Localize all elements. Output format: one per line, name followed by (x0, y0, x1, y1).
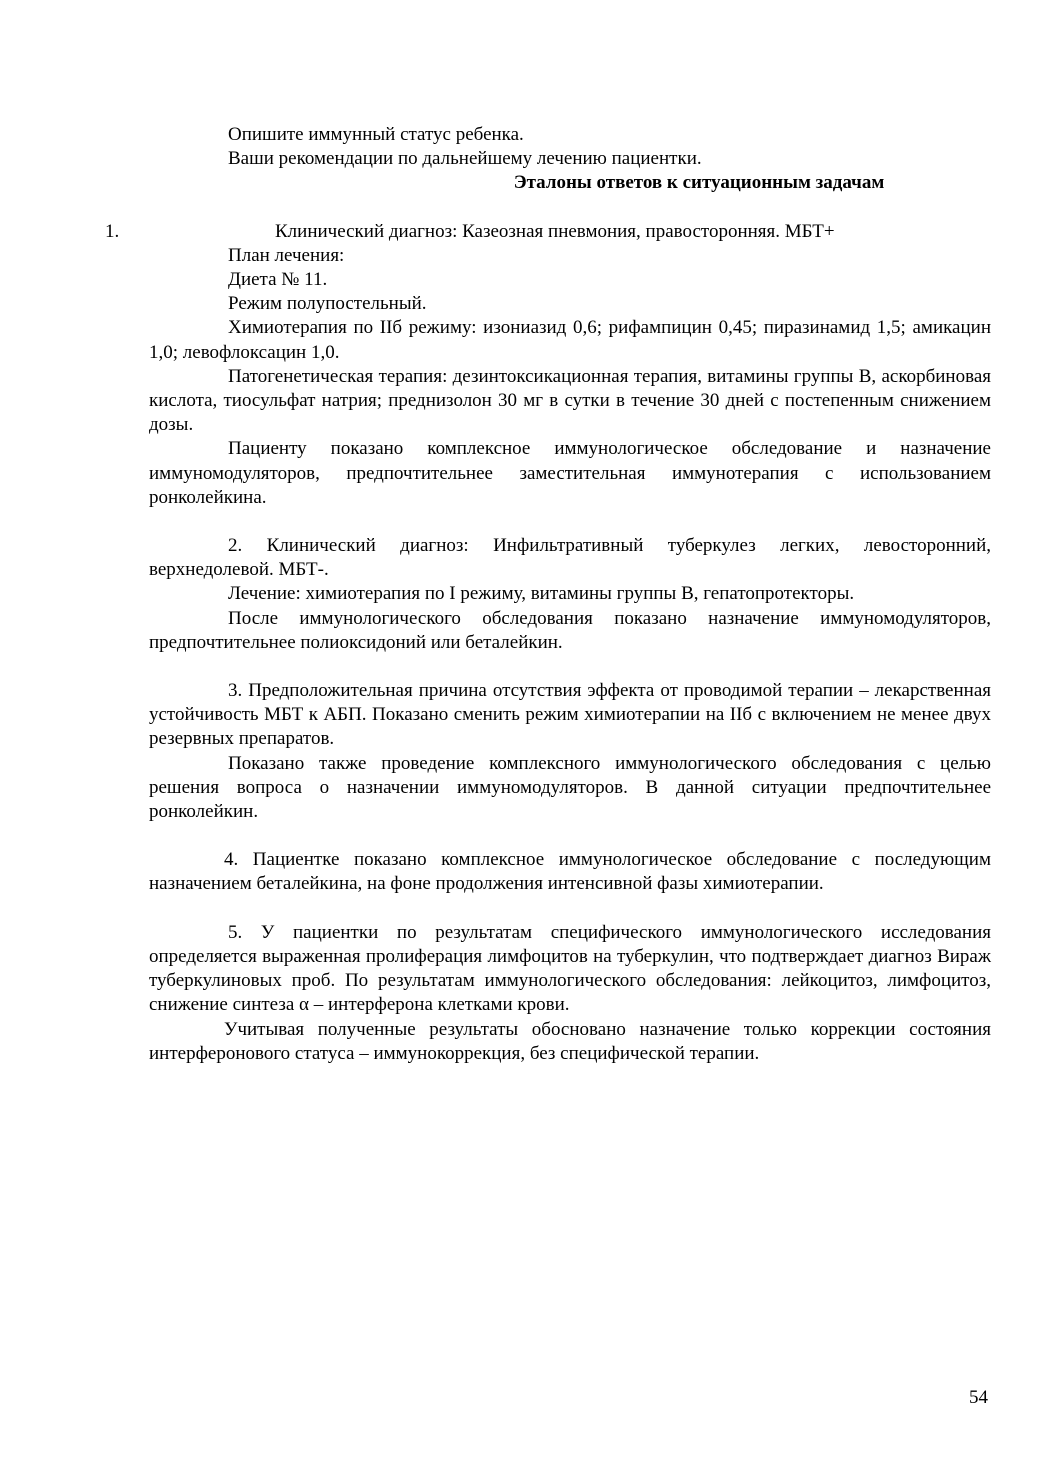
answer-1-pathogenetic: Патогенетическая терапия: дезинтоксикационная терапия, витамины группы В, аскорбиновая кислота, тиосульфат натрия; преднизолон 30 мг в сутки в течение 30 дней с постепенным снижением дозы. (149, 365, 991, 436)
spacer (149, 655, 991, 679)
answer-5-conclusion: Учитывая полученные результаты обосновано назначение только коррекции состояния интерферонового статуса – иммунокоррекция, без специфической терапии. (149, 1018, 991, 1064)
answer-4-text: 4. Пациентке показано комплексное иммунологическое обследование с последующим назначением беталейкина, на фоне продолжения интенсивной фазы химиотерапии. (149, 849, 991, 895)
answer-1-chemo: Химиотерапия по IIб режиму: изониазид 0,6; рифампицин 0,45; пиразинамид 1,5; амикацин 1,0; левофлоксацин 1,0. (149, 317, 991, 363)
answer-2-immuno: После иммунологического обследования показано назначение иммуномодуляторов, предпочтительнее полиоксидоний или беталейкин. (149, 607, 991, 653)
page-content (105, 123, 991, 1066)
intro-line-1: Опишите иммунный статус ребенка. (228, 124, 524, 145)
answer-1-diagnosis: Клинический диагноз: Казеозная пневмония, правосторонняя. МБТ+ (275, 220, 835, 242)
answer-1-diagnosis-row (105, 220, 991, 244)
spacer (149, 196, 991, 220)
answer-1-number: 1. (105, 220, 120, 242)
answer-2-diagnosis: 2. Клинический диагноз: Инфильтративный туберкулез легких, левосторонний, верхнедолевой. МБТ-. (149, 535, 991, 581)
spacer (149, 824, 991, 848)
section-heading: Эталоны ответов к ситуационным задачам (513, 172, 885, 194)
spacer (149, 897, 991, 921)
answer-1-immuno: Пациенту показано комплексное иммунологическое обследование и назначение иммуномодуляторов, предпочтительнее заместительная иммунотерапия с использованием ронколейкина. (149, 438, 991, 508)
page-number: 54 (969, 1387, 988, 1408)
answer-1-regimen: Режим полупостельный. (228, 293, 427, 315)
answer-2-treatment: Лечение: химиотерапия по I режиму, витамины группы В, гепатопротекторы. (228, 583, 855, 605)
answer-5-results: 5. У пациентки по результатам специфического иммунологического исследования определяется выраженная пролиферация лимфоцитов на туберкулин, что подтверждает диагноз Вираж туберкулиновых проб. По результатам иммунологического обследования: лейкоцитоз, лимфоцитоз, снижение синтеза α – интерферона клетками крови. (149, 921, 991, 1016)
answer-1-plan-label: План лечения: (228, 244, 345, 266)
spacer (149, 510, 991, 534)
answer-1-diet: Диета № 11. (228, 269, 328, 291)
answer-3-cause: 3. Предположительная причина отсутствия эффекта от проводимой терапии – лекарственная устойчивость МБТ к АБП. Показано сменить режим химиотерапии на IIб с включением не менее двух резервных препаратов. (149, 680, 991, 750)
answer-3-immuno: Показано также проведение комплексного иммунологического обследования с целью решения вопроса о назначении иммуномодуляторов. В данной ситуации предпочтительнее ронколейкин. (149, 752, 991, 823)
intro-line-2: Ваши рекомендации по дальнейшему лечению пациентки. (228, 148, 702, 170)
